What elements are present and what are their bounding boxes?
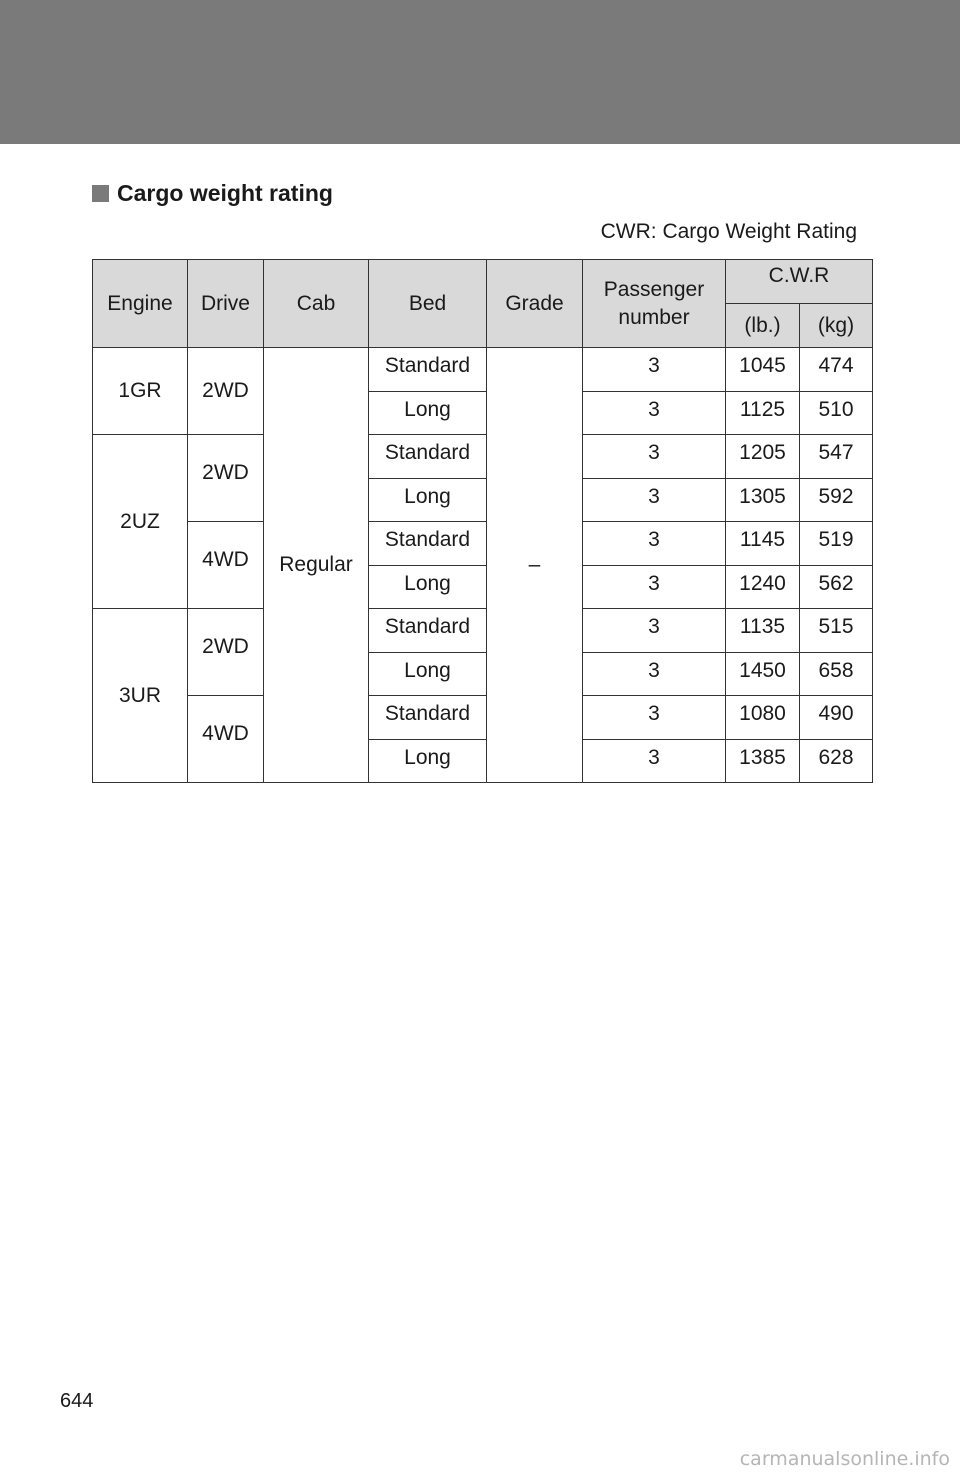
header-bed: Bed bbox=[369, 260, 487, 348]
drive-cell: 2WD bbox=[188, 609, 264, 696]
header-cwr: C.W.R bbox=[726, 260, 873, 304]
kg-cell: 519 bbox=[800, 522, 873, 566]
passenger-cell: 3 bbox=[583, 565, 726, 609]
lb-cell: 1045 bbox=[726, 348, 800, 392]
bed-cell: Long bbox=[369, 478, 487, 522]
kg-cell: 547 bbox=[800, 435, 873, 479]
kg-cell: 658 bbox=[800, 652, 873, 696]
lb-cell: 1385 bbox=[726, 739, 800, 783]
bed-cell: Long bbox=[369, 739, 487, 783]
table-row bbox=[93, 435, 873, 479]
kg-cell: 515 bbox=[800, 609, 873, 653]
lb-cell: 1450 bbox=[726, 652, 800, 696]
table-row bbox=[93, 609, 873, 653]
bed-cell: Standard bbox=[369, 348, 487, 392]
lb-cell: 1145 bbox=[726, 522, 800, 566]
grade-cell: – bbox=[487, 348, 583, 783]
table-row bbox=[93, 348, 873, 392]
passenger-cell: 3 bbox=[583, 435, 726, 479]
kg-cell: 510 bbox=[800, 391, 873, 435]
square-bullet-icon bbox=[92, 185, 109, 202]
table-row bbox=[93, 696, 873, 740]
section-title-text: Cargo weight rating bbox=[117, 180, 333, 206]
lb-cell: 1135 bbox=[726, 609, 800, 653]
drive-cell: 2WD bbox=[188, 348, 264, 435]
kg-cell: 474 bbox=[800, 348, 873, 392]
passenger-cell: 3 bbox=[583, 522, 726, 566]
bed-cell: Long bbox=[369, 652, 487, 696]
header-cab: Cab bbox=[264, 260, 369, 348]
passenger-cell: 3 bbox=[583, 478, 726, 522]
passenger-cell: 3 bbox=[583, 739, 726, 783]
cwr-note: CWR: Cargo Weight Rating bbox=[600, 220, 857, 243]
header-lb: (lb.) bbox=[726, 304, 800, 348]
cargo-weight-table bbox=[92, 259, 873, 783]
section-title bbox=[92, 180, 333, 207]
passenger-cell: 3 bbox=[583, 348, 726, 392]
cab-cell: Regular bbox=[264, 348, 369, 783]
header-kg: (kg) bbox=[800, 304, 873, 348]
engine-cell: 2UZ bbox=[93, 435, 188, 609]
drive-cell: 4WD bbox=[188, 522, 264, 609]
bed-cell: Standard bbox=[369, 435, 487, 479]
bed-cell: Standard bbox=[369, 609, 487, 653]
watermark-text: carmanualsonline.info bbox=[739, 1448, 950, 1470]
engine-cell: 1GR bbox=[93, 348, 188, 435]
bed-cell: Long bbox=[369, 391, 487, 435]
lb-cell: 1125 bbox=[726, 391, 800, 435]
drive-cell: 2WD bbox=[188, 435, 264, 522]
kg-cell: 562 bbox=[800, 565, 873, 609]
bed-cell: Standard bbox=[369, 522, 487, 566]
lb-cell: 1080 bbox=[726, 696, 800, 740]
engine-cell: 3UR bbox=[93, 609, 188, 783]
bed-cell: Long bbox=[369, 565, 487, 609]
header-drive: Drive bbox=[188, 260, 264, 348]
lb-cell: 1305 bbox=[726, 478, 800, 522]
page-number: 644 bbox=[60, 1390, 94, 1412]
kg-cell: 490 bbox=[800, 696, 873, 740]
passenger-cell: 3 bbox=[583, 391, 726, 435]
drive-cell: 4WD bbox=[188, 696, 264, 783]
header-band bbox=[0, 0, 960, 144]
table-row bbox=[93, 522, 873, 566]
passenger-cell: 3 bbox=[583, 696, 726, 740]
bed-cell: Standard bbox=[369, 696, 487, 740]
header-passenger-number: Passenger number bbox=[583, 260, 726, 348]
lb-cell: 1240 bbox=[726, 565, 800, 609]
kg-cell: 592 bbox=[800, 478, 873, 522]
header-grade: Grade bbox=[487, 260, 583, 348]
passenger-cell: 3 bbox=[583, 652, 726, 696]
lb-cell: 1205 bbox=[726, 435, 800, 479]
header-engine: Engine bbox=[93, 260, 188, 348]
passenger-cell: 3 bbox=[583, 609, 726, 653]
kg-cell: 628 bbox=[800, 739, 873, 783]
